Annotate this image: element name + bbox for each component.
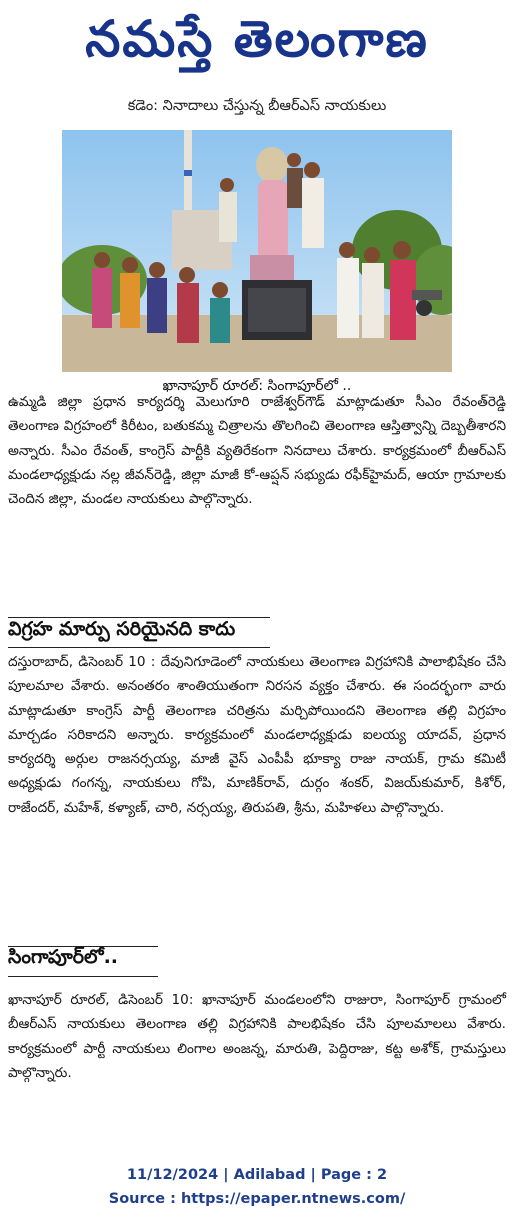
footer-date-edition: 11/12/2024 | Adilabad | Page : 2: [126, 1167, 388, 1183]
section2-paragraph: ఖానాపూర్ రూరల్, డిసెంబర్ 10: ఖానాపూర్ మండలంలోని రాజురా, సింగాపూర్ గ్రామంలో బీఆర్ఎస్ నాయకులు తెలంగాణ తల్లి విగ్రహానికి పాలభిషేకం చేసి పూలమాలలు వేశారు. కార్యక్రమంలో పార్టీ నాయకులు లింగాల అంజన్న, మారుతి, పెద్దిరాజు, కట్ట అశోక్, గ్రామస్తులు పాల్గొన్నారు.: [8, 992, 506, 1081]
photo-kicker-caption: కడెం: నినాదాలు చేస్తున్న బీఆర్ఎస్ నాయకులు: [127, 98, 387, 114]
section2-rule-bottom: [8, 976, 158, 977]
news-photo: [62, 130, 452, 372]
intro-paragraph: ఉమ్మడి జిల్లా ప్రధాన కార్యదర్శి మెలుగూరి రాజేశ్వర్‌గౌడ్ మాట్లాడుతూ సీఎం రేవంత్‌రెడ్డి తెలంగాణ విగ్రహంలో కిరీటం, బతుకమ్మ చిత్రాలను తొలగించి తెలంగాణ ఆస్తిత్వాన్ని దెబ్బతీశారని అన్నారు. సీఎం రేవంత్, కాంగ్రెస్ పార్టీకి వ్యతిరేకంగా నినదాలు చేశారు. కార్యక్రమంలో బీఆర్ఎస్ మండలాధ్యక్షుడు నల్ల జీవన్‌రెడ్డి, జిల్లా మాజీ కో-ఆప్షన్ సభ్యుడు రఫీక్‌హైమద్, ఆయా గ్రామాలకు చెందిన జిల్లా, మండల నాయకులు పాల్గొన్నారు.: [8, 394, 506, 508]
photo-caption: ఖానాపూర్ రూరల్: సింగాపూర్‌లో ..: [162, 378, 352, 394]
section1-rule-bottom: [8, 647, 270, 648]
newspaper-masthead: నమస్తే తెలంగాణ: [85, 10, 429, 68]
footer-source: Source : https://epaper.ntnews.com/: [108, 1191, 406, 1207]
section1-heading: విగ్రహ మార్పు సరియైనది కాదు: [8, 618, 236, 640]
protest-photo-illustration: [62, 130, 452, 372]
section2-heading: సింగాపూర్‌లో..: [8, 946, 119, 968]
section1-paragraph: దస్తురాబాద్, డిసెంబర్ 10 : దేవునిగూడెంలో నాయకులు తెలంగాణ విగ్రహానికి పాలాభిషేకం చేసి పూలమాల వేశారు. అనంతరం శాంతియుతంగా నిరసన వ్యక్తం చేశారు. ఈ సందర్భంగా వారు మాట్లాడుతూ కాంగ్రెస్ పార్టీ తెలంగాణ చరిత్రను మర్చిపోయిందని తెలంగాణ తల్లి విగ్రహం మార్చడం సరికాదని అన్నారు. కార్యక్రమంలో మండలాధ్యక్షుడు ఐలయ్య యాదవ్, ప్రధాన కార్యదర్శి అర్గుల రాజనర్సయ్య, మాజీ వైస్ ఎంపీపీ భూక్యా రాజు నాయక్, గ్రామ కమిటీ అధ్యక్షుడు గంగన్న, నాయకులు గోపి, మాణిక్‌రావ్, దుర్గం శంకర్, విజయ్‌కుమార్, కిశోర్, రాజేందర్, మహేశ్, కళ్యాణ్, చారి, నర్సయ్య, తిరుపతి, శ్రీను, మహిళలు పాల్గొన్నారు.: [8, 654, 506, 816]
